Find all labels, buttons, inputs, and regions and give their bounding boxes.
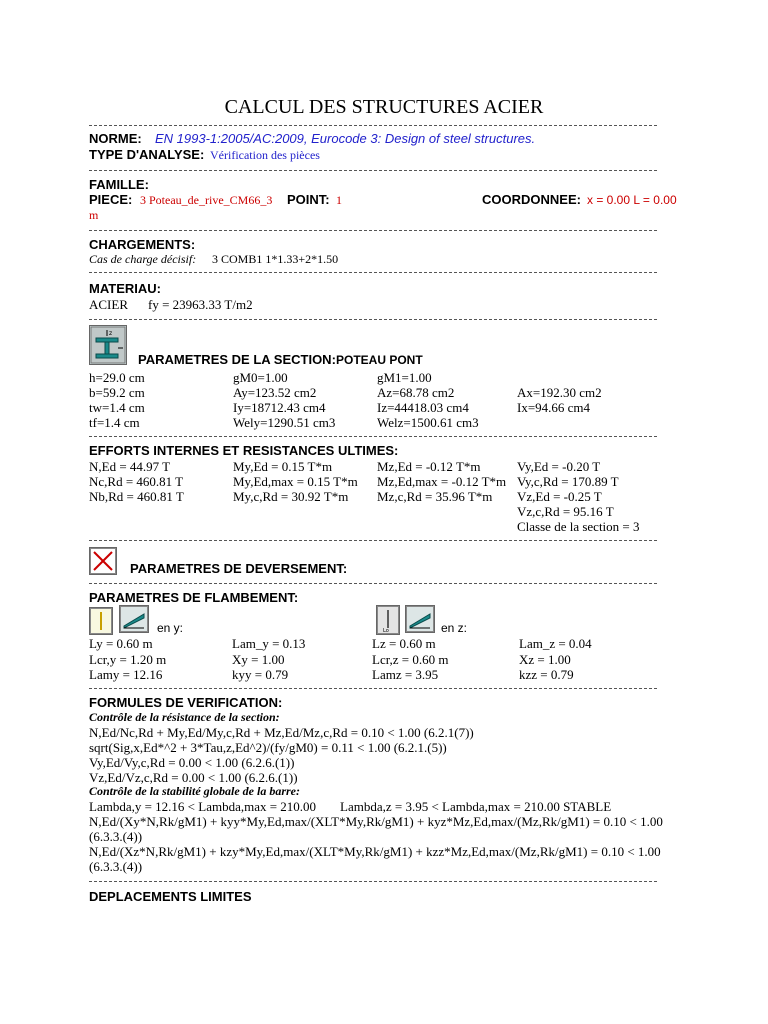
analyse-value: Vérification des pièces	[210, 148, 320, 162]
coord-label: COORDONNEE:	[482, 192, 581, 207]
deplacements-label: DEPLACEMENTS LIMITES	[89, 889, 252, 904]
efforts-cell: Vy,Ed = -0.20 T	[517, 459, 601, 474]
flambement-cell: Xy = 1.00	[232, 652, 285, 667]
formula-line: N,Ed/(Xy*N,Rk/gM1) + kyy*My,Ed,max/(XLT*My,Rk/gM1) + kyz*Mz,Ed,max/(Mz,Rk/gM1) = 0.10 < 1.00	[89, 814, 663, 829]
section-cell: gM0=1.00	[233, 370, 288, 385]
flambement-cell: Lam_y = 0.13	[232, 636, 306, 651]
section-cell: h=29.0 cm	[89, 370, 145, 385]
chargements-label: CHARGEMENTS:	[89, 237, 196, 252]
flambement-cell: Lamz = 3.95	[372, 667, 439, 682]
efforts-cell: Mz,Ed,max = -0.12 T*m	[377, 474, 507, 489]
lambda-y: Lambda,y = 12.16 < Lambda,max = 210.00	[89, 799, 317, 814]
divider	[89, 272, 657, 273]
materiau-name: ACIER	[89, 297, 128, 312]
efforts-cell: Nc,Rd = 460.81 T	[89, 474, 184, 489]
formula-line: Vy,Ed/Vy,c,Rd = 0.00 < 1.00 (6.2.6.(1))	[89, 755, 295, 770]
cas-value: 3 COMB1 1*1.33+2*1.50	[212, 252, 339, 266]
divider	[89, 230, 657, 231]
section-icon	[89, 325, 127, 365]
section-cell: Ax=192.30 cm2	[517, 385, 602, 400]
materiau-label: MATERIAU:	[89, 281, 161, 296]
stabilite-subtitle: Contrôle de la stabilité globale de la barre:	[89, 784, 300, 798]
famille-label: FAMILLE:	[89, 177, 149, 192]
divider	[89, 125, 657, 126]
flambement-cell: Lcr,y = 1.20 m	[89, 652, 167, 667]
formula-ref: (6.3.3.(4))	[89, 859, 143, 874]
en-y-label: en y:	[157, 621, 184, 635]
section-cell: Wely=1290.51 cm3	[233, 415, 336, 430]
beam-z-icon	[405, 605, 435, 633]
cas-label: Cas de charge décisif:	[89, 252, 197, 266]
svg-text:z: z	[109, 330, 113, 337]
resistance-subtitle: Contrôle de la résistance de la section:	[89, 710, 280, 724]
efforts-cell: Vy,c,Rd = 170.89 T	[517, 474, 619, 489]
piece-label: PIECE:	[89, 192, 133, 207]
materiau-fy: fy = 23963.33 T/m2	[148, 297, 253, 312]
lambda-z: Lambda,z = 3.95 < Lambda,max = 210.00 STABLE	[340, 799, 612, 814]
efforts-cell: Mz,Ed = -0.12 T*m	[377, 459, 481, 474]
norme-label: NORME:	[89, 131, 142, 146]
efforts-cell: N,Ed = 44.97 T	[89, 459, 171, 474]
section-cell: gM1=1.00	[377, 370, 432, 385]
point-value: 1	[336, 193, 342, 207]
efforts-cell: My,c,Rd = 30.92 T*m	[233, 489, 349, 504]
beam-y-icon	[119, 605, 149, 633]
formules-label: FORMULES DE VERIFICATION:	[89, 695, 283, 710]
section-cell: tf=1.4 cm	[89, 415, 140, 430]
efforts-cell: My,Ed,max = 0.15 T*m	[233, 474, 358, 489]
flambement-cell: Xz = 1.00	[519, 652, 571, 667]
flambement-cell: Lam_z = 0.04	[519, 636, 592, 651]
efforts-cell: Vz,Ed = -0.25 T	[517, 489, 602, 504]
section-cell: Iz=44418.03 cm4	[377, 400, 469, 415]
efforts-label: EFFORTS INTERNES ET RESISTANCES ULTIMES:	[89, 443, 399, 458]
flambement-cell: Lamy = 12.16	[89, 667, 163, 682]
section-cell: Iy=18712.43 cm4	[233, 400, 326, 415]
section-name: POTEAU PONT	[336, 353, 423, 367]
flambement-cell: Lcr,z = 0.60 m	[372, 652, 449, 667]
efforts-cell: Classe de la section = 3	[517, 519, 640, 534]
section-label: PARAMETRES DE LA SECTION:	[138, 352, 336, 367]
divider	[89, 319, 657, 320]
formula-ref: (6.3.3.(4))	[89, 829, 143, 844]
flambement-label: PARAMETRES DE FLAMBEMENT:	[89, 590, 299, 605]
efforts-cell: Nb,Rd = 460.81 T	[89, 489, 184, 504]
point-label: POINT:	[287, 192, 330, 207]
section-cell: Az=68.78 cm2	[377, 385, 455, 400]
deversement-label: PARAMETRES DE DEVERSEMENT:	[130, 561, 348, 576]
section-cell: Ix=94.66 cm4	[517, 400, 591, 415]
section-cell: Welz=1500.61 cm3	[377, 415, 479, 430]
point-unit: m	[89, 208, 99, 222]
section-cell: b=59.2 cm	[89, 385, 145, 400]
flambement-cell: Ly = 0.60 m	[89, 636, 153, 651]
piece-value: 3 Poteau_de_rive_CM66_3	[140, 193, 273, 207]
formula-line: N,Ed/(Xz*N,Rk/gM1) + kzy*My,Ed,max/(XLT*My,Rk/gM1) + kzz*Mz,Ed,max/(Mz,Rk/gM1) = 0.10 < 1.00	[89, 844, 661, 859]
flambement-cell: kzz = 0.79	[519, 667, 574, 682]
section-cell: tw=1.4 cm	[89, 400, 145, 415]
svg-text:Lo: Lo	[383, 628, 389, 634]
norme-value: EN 1993-1:2005/AC:2009, Eurocode 3: Design of steel structures.	[155, 131, 536, 146]
formula-line: N,Ed/Nc,Rd + My,Ed/My,c,Rd + Mz,Ed/Mz,c,Rd = 0.10 < 1.00 (6.2.1(7))	[89, 725, 474, 740]
buckling-y-icon	[89, 607, 113, 635]
formula-line: sqrt(Sig,x,Ed*^2 + 3*Tau,z,Ed^2)/(fy/gM0) = 0.11 < 1.00 (6.2.1.(5))	[89, 740, 447, 755]
efforts-cell: Vz,c,Rd = 95.16 T	[517, 504, 614, 519]
divider	[89, 540, 657, 541]
section-cell: Ay=123.52 cm2	[233, 385, 317, 400]
divider	[89, 881, 657, 882]
divider	[89, 583, 657, 584]
divider	[89, 436, 657, 437]
efforts-cell: My,Ed = 0.15 T*m	[233, 459, 333, 474]
flambement-cell: Lz = 0.60 m	[372, 636, 436, 651]
coord-value: x = 0.00 L = 0.00	[587, 193, 677, 207]
efforts-cell: Mz,c,Rd = 35.96 T*m	[377, 489, 493, 504]
buckling-z-icon	[376, 605, 400, 635]
analyse-label: TYPE D'ANALYSE:	[89, 147, 205, 162]
cross-icon	[89, 547, 117, 575]
page-title: CALCUL DES STRUCTURES ACIER	[224, 96, 544, 118]
divider	[89, 170, 657, 171]
divider	[89, 688, 657, 689]
flambement-cell: kyy = 0.79	[232, 667, 289, 682]
formula-line: Vz,Ed/Vz,c,Rd = 0.00 < 1.00 (6.2.6.(1))	[89, 770, 298, 785]
en-z-label: en z:	[441, 621, 468, 635]
